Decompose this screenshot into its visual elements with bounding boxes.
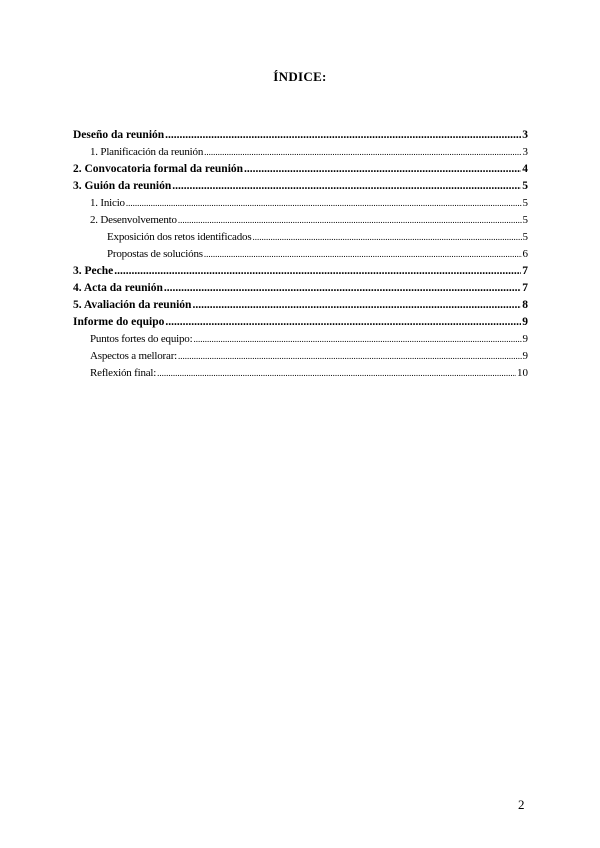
toc-entry-page: 9 — [522, 316, 528, 328]
toc-entry-label: 5. Avaliación da reunión — [73, 299, 192, 311]
toc-entry-page: 9 — [522, 350, 528, 362]
toc-entry-page: 3 — [522, 146, 528, 158]
toc-entry[interactable] — [73, 297, 528, 314]
toc-entry[interactable] — [73, 195, 528, 212]
toc-entry-page: 10 — [517, 367, 528, 379]
toc-entry[interactable] — [73, 263, 528, 280]
toc-leader-dots — [157, 365, 516, 382]
toc-leader-dots — [192, 297, 521, 314]
toc-entry[interactable] — [73, 314, 528, 331]
toc-entry[interactable] — [73, 229, 528, 246]
toc-entry[interactable] — [73, 246, 528, 263]
toc-entry-page: 5 — [522, 231, 528, 243]
toc-entry-label: Aspectos a mellorar: — [90, 350, 178, 362]
toc-entry-page: 7 — [522, 265, 528, 277]
page-number: 2 — [518, 797, 525, 812]
toc-entry[interactable] — [73, 212, 528, 229]
toc-entry-page: 7 — [522, 282, 528, 294]
toc-entry-page: 5 — [522, 197, 528, 209]
toc-entry-page: 5 — [522, 180, 528, 192]
toc-leader-dots — [204, 144, 521, 161]
toc-entry-label: 2. Desenvolvemento — [90, 214, 177, 226]
toc-leader-dots — [193, 331, 521, 348]
toc-entry-page: 6 — [522, 248, 528, 260]
toc-entry[interactable] — [73, 178, 528, 195]
toc-leader-dots — [114, 263, 521, 280]
index-title: ÍNDICE: — [273, 69, 327, 84]
toc-entry-label: 1. Planificación da reunión — [90, 146, 204, 158]
toc-entry[interactable] — [73, 144, 528, 161]
toc-entry-label: Puntos fortes do equipo: — [90, 333, 193, 345]
toc-entry[interactable] — [73, 280, 528, 297]
toc-entry-label: 2. Convocatoria formal da reunión — [73, 163, 244, 175]
toc-entry[interactable] — [73, 365, 528, 382]
toc-entry-label: Exposición dos retos identificados — [107, 231, 252, 243]
toc-leader-dots — [204, 246, 522, 263]
toc-entry[interactable] — [73, 348, 528, 365]
toc-entry-label: Informe do equipo — [73, 316, 165, 328]
toc-entry-label: Reflexión final: — [90, 367, 157, 379]
toc-entry[interactable] — [73, 127, 528, 144]
toc-leader-dots — [252, 229, 521, 246]
toc-leader-dots — [165, 127, 521, 144]
toc-entry[interactable] — [73, 331, 528, 348]
toc-entry-label: 3. Peche — [73, 265, 114, 277]
toc-entry-label: Propostas de solucións — [107, 248, 203, 260]
toc-entry-label: 1. Inicio — [90, 197, 125, 209]
table-of-contents — [73, 127, 528, 382]
toc-entry-page: 3 — [522, 129, 528, 141]
toc-leader-dots — [165, 314, 521, 331]
toc-entry-page: 4 — [522, 163, 528, 175]
toc-leader-dots — [172, 178, 521, 195]
toc-entry-label: 3. Guión da reunión — [73, 180, 172, 192]
toc-leader-dots — [244, 161, 521, 178]
toc-leader-dots — [164, 280, 521, 297]
toc-entry-page: 8 — [522, 299, 528, 311]
toc-entry-label: Deseño da reunión — [73, 129, 165, 141]
toc-leader-dots — [126, 195, 522, 212]
toc-entry-page: 9 — [522, 333, 528, 345]
toc-entry[interactable] — [73, 161, 528, 178]
toc-leader-dots — [178, 212, 522, 229]
toc-leader-dots — [178, 348, 521, 365]
toc-entry-page: 5 — [522, 214, 528, 226]
toc-entry-label: 4. Acta da reunión — [73, 282, 163, 294]
